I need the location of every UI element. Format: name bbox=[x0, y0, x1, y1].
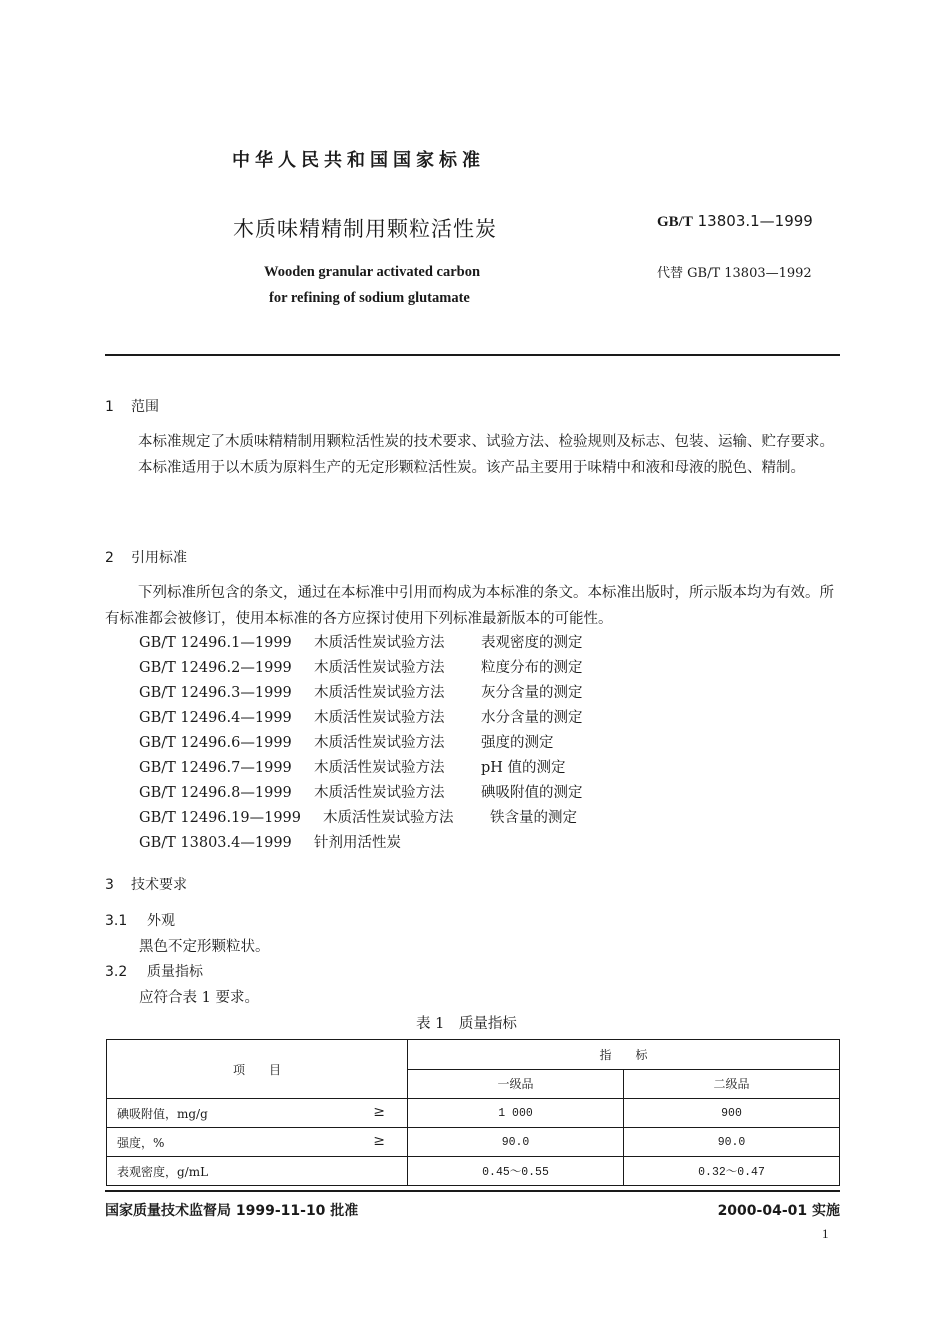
reference-item: GB/T 12496.2—1999 木质活性炭试验方法 粒度分布的测定 bbox=[139, 660, 583, 676]
replaces-note: 代替 GB/T 13803—1992 bbox=[657, 266, 812, 281]
subsection-3-2-heading: 3.2 质量指标 bbox=[105, 964, 203, 980]
standard-code: 13803.1—1999 bbox=[697, 212, 813, 230]
subsection-3-1-heading: 3.1 外观 bbox=[105, 913, 175, 929]
section-1-heading bbox=[105, 396, 159, 416]
section-title: 引用标准 bbox=[131, 550, 187, 566]
section-number: 1 bbox=[105, 399, 114, 415]
standard-prefix: GB/T bbox=[657, 214, 693, 230]
row-item: 强度，% ≥ bbox=[107, 1128, 408, 1157]
page-number: 1 bbox=[822, 1226, 829, 1241]
section-2-heading bbox=[105, 547, 187, 567]
row-grade-2-value: 90.0 bbox=[624, 1128, 840, 1157]
document-title-en-line2: for refining of sodium glutamate bbox=[269, 290, 470, 306]
subsection-3-1-text: 黑色不定形颗粒状。 bbox=[139, 939, 270, 955]
approval-note: 国家质量技术监督局 1999-11-10 批准 bbox=[105, 1203, 359, 1219]
section-2-body bbox=[105, 580, 840, 632]
table-header-row bbox=[107, 1040, 840, 1070]
row-item: 表观密度，g/mL bbox=[107, 1157, 408, 1186]
table-caption: 表 1 质量指标 bbox=[416, 1016, 517, 1032]
reference-item: GB/T 12496.7—1999 木质活性炭试验方法 pH 值的测定 bbox=[139, 760, 566, 776]
row-grade-1-value: 90.0 bbox=[408, 1128, 624, 1157]
reference-item: GB/T 12496.8—1999 木质活性炭试验方法 碘吸附值的测定 bbox=[139, 785, 583, 801]
paragraph: 本标准规定了木质味精精制用颗粒活性炭的技术要求、试验方法、检验规则及标志、包装、运输、贮存要求。 bbox=[138, 434, 834, 450]
row-grade-1-value: 1 000 bbox=[408, 1099, 624, 1128]
section-1-body bbox=[105, 429, 840, 481]
paragraph: 本标准适用于以木质为原料生产的无定形颗粒活性炭。该产品主要用于味精中和液和母液的脱色、精制。 bbox=[138, 460, 805, 476]
national-standard-header: 中华人民共和国国家标准 bbox=[232, 150, 485, 171]
reference-item: GB/T 12496.3—1999 木质活性炭试验方法 灰分含量的测定 bbox=[139, 685, 583, 701]
reference-item: GB/T 12496.19—1999 木质活性炭试验方法 铁含量的测定 bbox=[139, 810, 577, 826]
row-grade-2-value: 0.32～0.47 bbox=[624, 1157, 840, 1186]
section-3-heading bbox=[105, 874, 187, 894]
section-title: 范围 bbox=[131, 399, 159, 415]
document-title-en-line1: Wooden granular activated carbon bbox=[264, 264, 481, 280]
table-row bbox=[107, 1099, 840, 1128]
row-grade-2-value: 900 bbox=[624, 1099, 840, 1128]
header-grade-2: 二级品 bbox=[624, 1069, 840, 1099]
header-item: 项 目 bbox=[107, 1040, 408, 1099]
standard-number bbox=[657, 212, 813, 231]
table-row bbox=[107, 1128, 840, 1157]
table-row bbox=[107, 1157, 840, 1186]
section-number: 2 bbox=[105, 550, 114, 566]
reference-item: GB/T 13803.4—1999 针剂用活性炭 bbox=[139, 835, 401, 851]
row-grade-1-value: 0.45～0.55 bbox=[408, 1157, 624, 1186]
section-title: 技术要求 bbox=[131, 877, 187, 893]
footer-divider bbox=[105, 1190, 840, 1192]
reference-item: GB/T 12496.4—1999 木质活性炭试验方法 水分含量的测定 bbox=[139, 710, 583, 726]
header-divider bbox=[105, 354, 840, 356]
header-grade-1: 一级品 bbox=[408, 1069, 624, 1099]
document-title-cn: 木质味精精制用颗粒活性炭 bbox=[233, 217, 497, 241]
reference-item: GB/T 12496.1—1999 木质活性炭试验方法 表观密度的测定 bbox=[139, 635, 583, 651]
row-item: 碘吸附值，mg/g ≥ bbox=[107, 1099, 408, 1128]
subsection-3-2-text: 应符合表 1 要求。 bbox=[139, 990, 259, 1006]
reference-item: GB/T 12496.6—1999 木质活性炭试验方法 强度的测定 bbox=[139, 735, 554, 751]
paragraph: 下列标准所包含的条文，通过在本标准中引用而构成为本标准的条文。本标准出版时，所示版本均为有效。所有标准都会被修订，使用本标准的各方应探讨使用下列标准最新版本的可能性。 bbox=[105, 585, 834, 627]
effective-date: 2000-04-01 实施 bbox=[717, 1203, 840, 1219]
quality-index-table bbox=[106, 1039, 840, 1186]
section-number: 3 bbox=[105, 877, 114, 893]
header-index: 指 标 bbox=[408, 1040, 840, 1070]
